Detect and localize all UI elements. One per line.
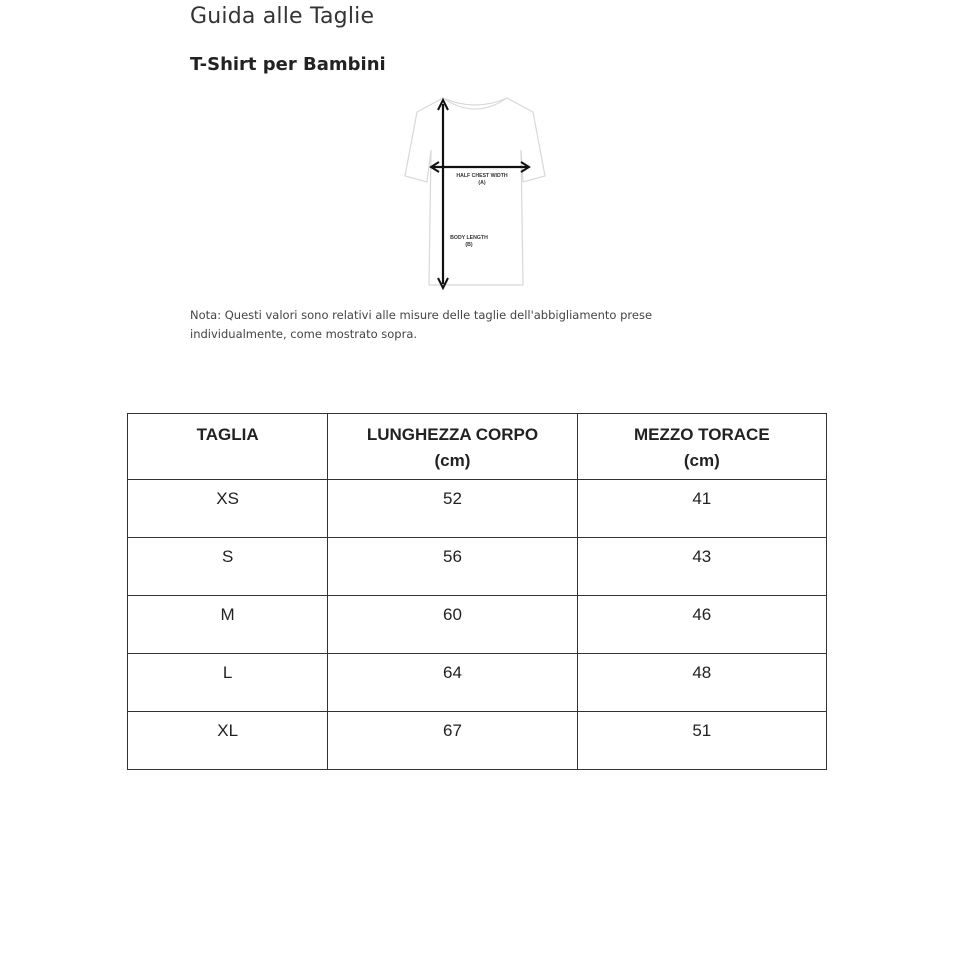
cell-size: L: [128, 654, 328, 712]
header-half-chest-unit: (cm): [683, 451, 720, 470]
half-chest-code: (A): [478, 180, 486, 186]
note-line-1: Nota: Questi valori sono relativi alle misure delle taglie dell'abbigliamento prese: [190, 308, 653, 322]
cell-size: XL: [128, 712, 328, 770]
cell-size: M: [128, 596, 328, 654]
cell-body-length: 67: [328, 712, 577, 770]
header-half-chest-label: MEZZO TORACE: [633, 425, 770, 444]
cell-half-chest: 48: [577, 654, 826, 712]
table-row: [128, 538, 827, 596]
cell-half-chest: 51: [577, 712, 826, 770]
cell-body-length: 64: [328, 654, 577, 712]
body-length-code: (B): [465, 242, 473, 248]
cell-body-length: 52: [328, 480, 577, 538]
header-body-length: [328, 414, 577, 480]
table-row: [128, 596, 827, 654]
table-row: [128, 480, 827, 538]
cell-size: XS: [128, 480, 328, 538]
tshirt-illustration: [395, 90, 555, 295]
cell-half-chest: 41: [577, 480, 826, 538]
table-row: [128, 654, 827, 712]
table-row: [128, 712, 827, 770]
note-line-2: individualmente, come mostrato sopra.: [190, 327, 418, 341]
product-subtitle: T-Shirt per Bambini: [190, 54, 386, 75]
size-note: [190, 306, 690, 344]
header-body-length-unit: (cm): [434, 451, 471, 470]
cell-body-length: 60: [328, 596, 577, 654]
size-chart-table: [127, 413, 827, 770]
header-half-chest: [577, 414, 826, 480]
tshirt-shape: [405, 98, 545, 285]
header-size: [128, 414, 328, 480]
body-length-label: BODY LENGTH: [450, 235, 488, 241]
cell-size: S: [128, 538, 328, 596]
half-chest-label: HALF CHEST WIDTH: [456, 173, 508, 179]
page-title: Guida alle Taglie: [190, 4, 375, 29]
cell-half-chest: 43: [577, 538, 826, 596]
cell-body-length: 56: [328, 538, 577, 596]
table-header-row: [128, 414, 827, 480]
header-size-label: TAGLIA: [196, 425, 259, 444]
cell-half-chest: 46: [577, 596, 826, 654]
header-body-length-label: LUNGHEZZA CORPO: [366, 425, 539, 444]
tshirt-measurement-diagram: [395, 90, 555, 295]
